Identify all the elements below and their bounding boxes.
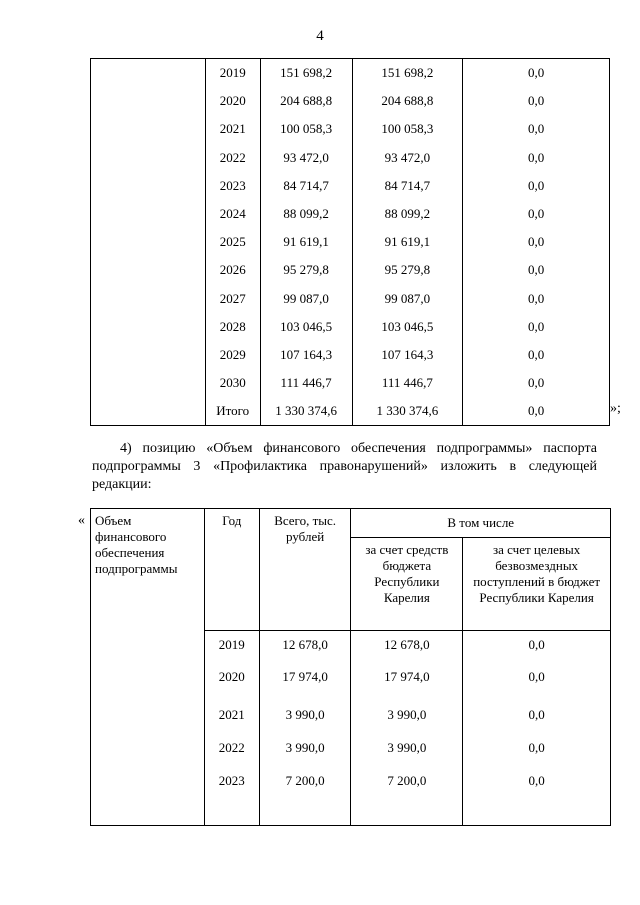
other-cell: 0,0 xyxy=(463,697,611,730)
budget-cell: 3 990,0 xyxy=(351,697,463,730)
year-cell: 2024 xyxy=(205,200,260,228)
year-cell: 2030 xyxy=(205,369,260,397)
total-cell: 17 974,0 xyxy=(259,659,351,697)
amendment-paragraph xyxy=(92,440,597,494)
spacer-cell xyxy=(204,796,259,826)
other-cell: 0,0 xyxy=(463,285,610,313)
budget-cell: 111 446,7 xyxy=(352,369,463,397)
total-cell: 103 046,5 xyxy=(260,313,352,341)
header-including: В том числе xyxy=(351,509,611,538)
total-cell: 91 619,1 xyxy=(260,228,352,256)
budget-cell: 88 099,2 xyxy=(352,200,463,228)
amendment-text: 4) позицию «Объем финансового обеспечения подпрограммы» паспорта подпрограммы 3 «Профилактика правонарушений» изложить в следующей редакции: xyxy=(92,441,597,492)
header-total: Всего, тыс. рублей xyxy=(259,509,351,631)
budget-cell: 100 058,3 xyxy=(352,115,463,143)
other-cell: 0,0 xyxy=(463,659,611,697)
total-cell: 84 714,7 xyxy=(260,172,352,200)
header-year: Год xyxy=(204,509,259,631)
closing-quote-mark: »; xyxy=(610,401,621,416)
year-cell: 2020 xyxy=(205,87,260,115)
total-cell: 111 446,7 xyxy=(260,369,352,397)
header-other: за счет целевых безвозмездных поступлений в бюджет Республики Карелия xyxy=(463,538,611,631)
year-cell: 2028 xyxy=(205,313,260,341)
budget-cell: 204 688,8 xyxy=(352,87,463,115)
year-cell: 2025 xyxy=(205,228,260,256)
total-cell: 151 698,2 xyxy=(260,59,352,88)
other-cell: 0,0 xyxy=(463,631,611,659)
budget-cell: 103 046,5 xyxy=(352,313,463,341)
year-cell: 2022 xyxy=(205,144,260,172)
other-cell: 0,0 xyxy=(463,87,610,115)
other-cell: 0,0 xyxy=(463,144,610,172)
budget-cell: 95 279,8 xyxy=(352,256,463,284)
budget-cell: 17 974,0 xyxy=(351,659,463,697)
budget-cell: 1 330 374,6 xyxy=(352,397,463,426)
other-cell: 0,0 xyxy=(463,369,610,397)
subprogram-financing-table xyxy=(90,508,611,826)
budget-cell: 93 472,0 xyxy=(352,144,463,172)
total-cell: 3 990,0 xyxy=(259,730,351,763)
other-cell: 0,0 xyxy=(463,256,610,284)
year-cell: 2022 xyxy=(204,730,259,763)
budget-cell: 3 990,0 xyxy=(351,730,463,763)
budget-cell: 91 619,1 xyxy=(352,228,463,256)
total-cell: 204 688,8 xyxy=(260,87,352,115)
budget-cell: 99 087,0 xyxy=(352,285,463,313)
other-cell: 0,0 xyxy=(463,115,610,143)
other-cell: 0,0 xyxy=(463,763,611,796)
year-cell: 2020 xyxy=(204,659,259,697)
year-cell: 2019 xyxy=(205,59,260,88)
subprogram-label: Объем финансового обеспечения подпрограммы xyxy=(91,509,205,826)
year-cell: 2021 xyxy=(205,115,260,143)
other-cell: 0,0 xyxy=(463,730,611,763)
total-cell: 99 087,0 xyxy=(260,285,352,313)
other-cell: 0,0 xyxy=(463,313,610,341)
opening-quote-mark: « xyxy=(78,513,85,528)
budget-cell: 12 678,0 xyxy=(351,631,463,659)
total-cell: 3 990,0 xyxy=(259,697,351,730)
other-cell: 0,0 xyxy=(463,228,610,256)
other-cell: 0,0 xyxy=(463,341,610,369)
other-cell: 0,0 xyxy=(463,397,610,426)
budget-cell: 107 164,3 xyxy=(352,341,463,369)
table-row xyxy=(91,59,610,88)
budget-cell: 7 200,0 xyxy=(351,763,463,796)
year-cell: Итого xyxy=(205,397,260,426)
page-number: 4 xyxy=(316,28,324,44)
year-cell: 2029 xyxy=(205,341,260,369)
budget-cell: 151 698,2 xyxy=(352,59,463,88)
year-cell: 2027 xyxy=(205,285,260,313)
other-cell: 0,0 xyxy=(463,172,610,200)
year-cell: 2026 xyxy=(205,256,260,284)
year-cell: 2019 xyxy=(204,631,259,659)
budget-cell: 84 714,7 xyxy=(352,172,463,200)
year-cell: 2023 xyxy=(205,172,260,200)
year-cell: 2023 xyxy=(204,763,259,796)
label-cell-empty xyxy=(91,59,206,426)
total-cell: 12 678,0 xyxy=(259,631,351,659)
other-cell: 0,0 xyxy=(463,200,610,228)
year-cell: 2021 xyxy=(204,697,259,730)
spacer-cell xyxy=(351,796,463,826)
spacer-cell xyxy=(259,796,351,826)
total-cell: 107 164,3 xyxy=(260,341,352,369)
total-cell: 7 200,0 xyxy=(259,763,351,796)
financing-table-continued xyxy=(90,58,610,426)
total-cell: 1 330 374,6 xyxy=(260,397,352,426)
total-cell: 95 279,8 xyxy=(260,256,352,284)
total-cell: 88 099,2 xyxy=(260,200,352,228)
spacer-cell xyxy=(463,796,611,826)
header-budget: за счет средств бюджета Республики Карелия xyxy=(351,538,463,631)
total-cell: 100 058,3 xyxy=(260,115,352,143)
total-cell: 93 472,0 xyxy=(260,144,352,172)
other-cell: 0,0 xyxy=(463,59,610,88)
